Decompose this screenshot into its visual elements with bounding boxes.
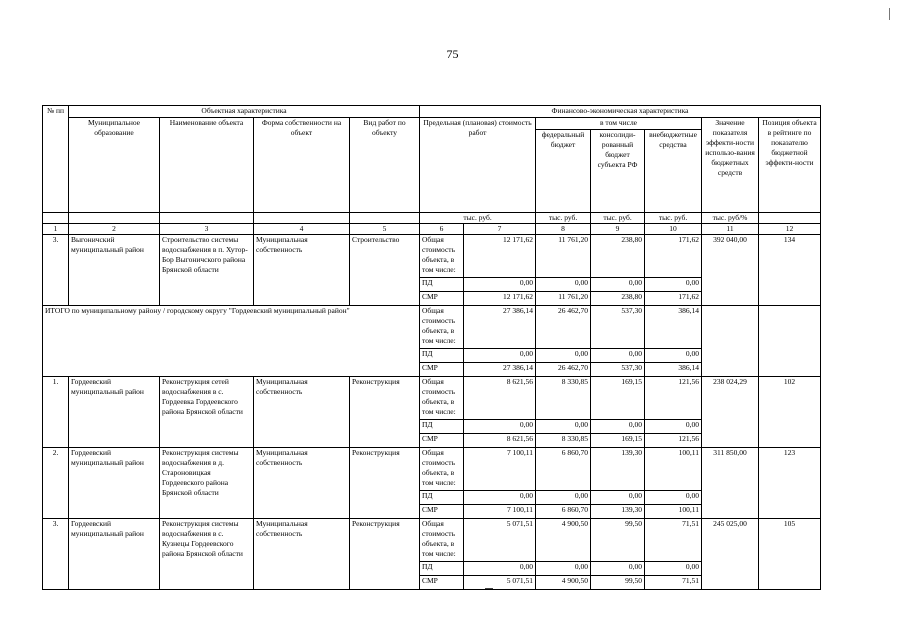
table-body xyxy=(43,235,821,590)
cost-value: 7 100,11 xyxy=(464,448,536,491)
cost-label-smr: СМР xyxy=(420,505,464,519)
cost-value: 4 900,50 xyxy=(536,576,591,590)
table-row xyxy=(43,235,821,278)
table-row xyxy=(43,306,821,349)
header-unit-empty xyxy=(69,213,160,224)
cost-value: 0,00 xyxy=(464,278,536,292)
cost-value: 139,30 xyxy=(591,448,645,491)
rank-value: 102 xyxy=(759,377,821,448)
cost-value: 100,11 xyxy=(645,448,702,491)
municipality-cell: Гордеевский муниципальный район xyxy=(69,377,160,448)
header-indicator: Значение показателя эффекти-ности использо-вания бюджетных средств xyxy=(702,118,759,213)
header-municipality: Муниципальное образование xyxy=(69,118,160,213)
cost-value: 0,00 xyxy=(645,349,702,363)
indicator-value: 392 040,00 xyxy=(702,235,759,306)
cost-value: 0,00 xyxy=(464,420,536,434)
column-number: 1 xyxy=(43,224,69,235)
cost-value: 537,30 xyxy=(591,306,645,349)
budget-efficiency-table xyxy=(42,105,821,590)
rank-value: 105 xyxy=(759,519,821,590)
cost-value: 0,00 xyxy=(536,562,591,576)
cost-label-total: Общая стоимость объекта, в том числе: xyxy=(420,377,464,420)
cost-value: 386,14 xyxy=(645,363,702,377)
cost-label-smr: СМР xyxy=(420,576,464,590)
header-including: в том числе xyxy=(536,118,702,130)
header-unit-empty xyxy=(759,213,821,224)
row-number: 3. xyxy=(43,519,69,590)
column-number: 8 xyxy=(536,224,591,235)
cost-value: 121,56 xyxy=(645,377,702,420)
cost-label-pd: ПД xyxy=(420,491,464,505)
cost-value: 7 100,11 xyxy=(464,505,536,519)
cost-value: 0,00 xyxy=(591,278,645,292)
cost-label-smr: СМР xyxy=(420,363,464,377)
header-unit-empty xyxy=(254,213,350,224)
cost-value: 100,11 xyxy=(645,505,702,519)
header-unit-consolidated: тыс. руб. xyxy=(591,213,645,224)
header-federal: федеральный бюджет xyxy=(536,130,591,213)
municipality-cell: Гордеевский муниципальный район xyxy=(69,448,160,519)
cost-value: 4 900,50 xyxy=(536,519,591,562)
empty-cell xyxy=(702,306,759,377)
column-number: 6 xyxy=(420,224,464,235)
cost-value: 26 462,70 xyxy=(536,306,591,349)
cost-value: 12 171,62 xyxy=(464,292,536,306)
cost-value: 8 330,85 xyxy=(536,434,591,448)
cost-value: 71,51 xyxy=(645,576,702,590)
column-number: 12 xyxy=(759,224,821,235)
header-object-name: Наименование объекта xyxy=(160,118,254,213)
header-unit-extrabudget: тыс. руб. xyxy=(645,213,702,224)
work-type-cell: Реконструкция xyxy=(350,448,420,519)
cost-value: 8 621,56 xyxy=(464,377,536,420)
header-unit-empty xyxy=(160,213,254,224)
cost-label-total: Общая стоимость объекта, в том числе: xyxy=(420,448,464,491)
cost-value: 0,00 xyxy=(645,278,702,292)
work-type-cell: Строительство xyxy=(350,235,420,306)
cost-value: 238,80 xyxy=(591,235,645,278)
indicator-value: 238 024,29 xyxy=(702,377,759,448)
page-mark xyxy=(485,588,493,589)
cost-value: 169,15 xyxy=(591,377,645,420)
header-max-cost: Предельная (плановая) стоимость работ xyxy=(420,118,536,213)
cost-value: 0,00 xyxy=(464,562,536,576)
rank-value: 134 xyxy=(759,235,821,306)
municipality-cell: Гордеевский муниципальный район xyxy=(69,519,160,590)
header-extrabudget: внебюджетные средства xyxy=(645,130,702,213)
cost-label-pd: ПД xyxy=(420,349,464,363)
cost-value: 139,30 xyxy=(591,505,645,519)
cost-value: 26 462,70 xyxy=(536,363,591,377)
cost-value: 0,00 xyxy=(464,349,536,363)
page-edge-mark xyxy=(889,8,890,20)
cost-value: 0,00 xyxy=(591,349,645,363)
cost-label-smr: СМР xyxy=(420,434,464,448)
cost-value: 238,80 xyxy=(591,292,645,306)
ownership-cell: Муниципальная собственность xyxy=(254,448,350,519)
cost-value: 27 386,14 xyxy=(464,363,536,377)
cost-value: 5 071,51 xyxy=(464,576,536,590)
column-number: 2 xyxy=(69,224,160,235)
cost-value: 71,51 xyxy=(645,519,702,562)
column-number-row xyxy=(43,224,821,235)
cost-value: 27 386,14 xyxy=(464,306,536,349)
cost-label-pd: ПД xyxy=(420,420,464,434)
itogo-label: ИТОГО по муниципальному району / городскому округу "Гордеевский муниципальный район" xyxy=(43,306,420,377)
header-position: Позиция объекта в рейтинге по показателю бюджетной эффекти-ности xyxy=(759,118,821,213)
column-number: 3 xyxy=(160,224,254,235)
cost-value: 537,30 xyxy=(591,363,645,377)
cost-value: 0,00 xyxy=(645,562,702,576)
empty-cell xyxy=(759,306,821,377)
municipality-cell: Выгоничский муниципальный район xyxy=(69,235,160,306)
header-work-type: Вид работ по объекту xyxy=(350,118,420,213)
cost-value: 0,00 xyxy=(536,420,591,434)
cost-label-total: Общая стоимость объекта, в том числе: xyxy=(420,519,464,562)
header-unit-indicator: тыс. руб/% xyxy=(702,213,759,224)
rank-value: 123 xyxy=(759,448,821,519)
cost-value: 0,00 xyxy=(645,491,702,505)
cost-value: 0,00 xyxy=(645,420,702,434)
header-unit-cost: тыс. руб. xyxy=(420,213,536,224)
cost-value: 99,50 xyxy=(591,576,645,590)
cost-value: 11 761,20 xyxy=(536,235,591,278)
row-number: 3. xyxy=(43,235,69,306)
column-number: 10 xyxy=(645,224,702,235)
cost-value: 169,15 xyxy=(591,434,645,448)
cost-value: 171,62 xyxy=(645,292,702,306)
cost-value: 386,14 xyxy=(645,306,702,349)
object-name-cell: Реконструкция системы водоснабжения в с. Кузнецы Гордеевского района Брянской области xyxy=(160,519,254,590)
object-name-cell: Строительство системы водоснабжения в п. Хутор-Бор Выгоничского района Брянской области xyxy=(160,235,254,306)
indicator-value: 311 850,00 xyxy=(702,448,759,519)
cost-value: 0,00 xyxy=(591,420,645,434)
cost-value: 0,00 xyxy=(464,491,536,505)
cost-label-smr: СМР xyxy=(420,292,464,306)
ownership-cell: Муниципальная собственность xyxy=(254,235,350,306)
cost-value: 121,56 xyxy=(645,434,702,448)
column-number: 4 xyxy=(254,224,350,235)
cost-value: 0,00 xyxy=(536,349,591,363)
header-fin-char: Финансово-экономическая характеристика xyxy=(420,106,821,118)
header-unit-empty xyxy=(43,213,69,224)
table-row xyxy=(43,519,821,562)
cost-value: 171,62 xyxy=(645,235,702,278)
cost-value: 0,00 xyxy=(536,278,591,292)
cost-value: 0,00 xyxy=(591,562,645,576)
page-number: 75 xyxy=(446,47,459,61)
cost-value: 99,50 xyxy=(591,519,645,562)
table-row xyxy=(43,448,821,491)
header-ownership: Форма собственности на объект xyxy=(254,118,350,213)
ownership-cell: Муниципальная собственность xyxy=(254,377,350,448)
column-number: 9 xyxy=(591,224,645,235)
cost-value: 0,00 xyxy=(591,491,645,505)
column-number: 11 xyxy=(702,224,759,235)
object-name-cell: Реконструкция системы водоснабжения в д. Староновицкая Гордеевского района Брянской области xyxy=(160,448,254,519)
cost-value: 6 860,70 xyxy=(536,505,591,519)
cost-value: 6 860,70 xyxy=(536,448,591,491)
cost-value: 8 621,56 xyxy=(464,434,536,448)
cost-label-pd: ПД xyxy=(420,278,464,292)
cost-label-total: Общая стоимость объекта, в том числе: xyxy=(420,306,464,349)
cost-value: 8 330,85 xyxy=(536,377,591,420)
header-object-char: Объектная характеристика xyxy=(69,106,420,118)
header-consolidated: консолиди-рованный бюджет субъекта РФ xyxy=(591,130,645,213)
header-unit-empty xyxy=(350,213,420,224)
object-name-cell: Реконструкция сетей водоснабжения в с. Гордеевка Гордеевского района Брянской области xyxy=(160,377,254,448)
header-unit-federal: тыс. руб. xyxy=(536,213,591,224)
cost-value: 11 761,20 xyxy=(536,292,591,306)
cost-value: 12 171,62 xyxy=(464,235,536,278)
cost-label-pd: ПД xyxy=(420,562,464,576)
work-type-cell: Реконструкция xyxy=(350,377,420,448)
ownership-cell: Муниципальная собственность xyxy=(254,519,350,590)
column-number: 5 xyxy=(350,224,420,235)
row-number: 2. xyxy=(43,448,69,519)
cost-label-total: Общая стоимость объекта, в том числе: xyxy=(420,235,464,278)
column-number: 7 xyxy=(464,224,536,235)
indicator-value: 245 025,00 xyxy=(702,519,759,590)
cost-value: 0,00 xyxy=(536,491,591,505)
table-row xyxy=(43,377,821,420)
header-num: № пп xyxy=(43,106,69,213)
cost-value: 5 071,51 xyxy=(464,519,536,562)
row-number: 1. xyxy=(43,377,69,448)
work-type-cell: Реконструкция xyxy=(350,519,420,590)
